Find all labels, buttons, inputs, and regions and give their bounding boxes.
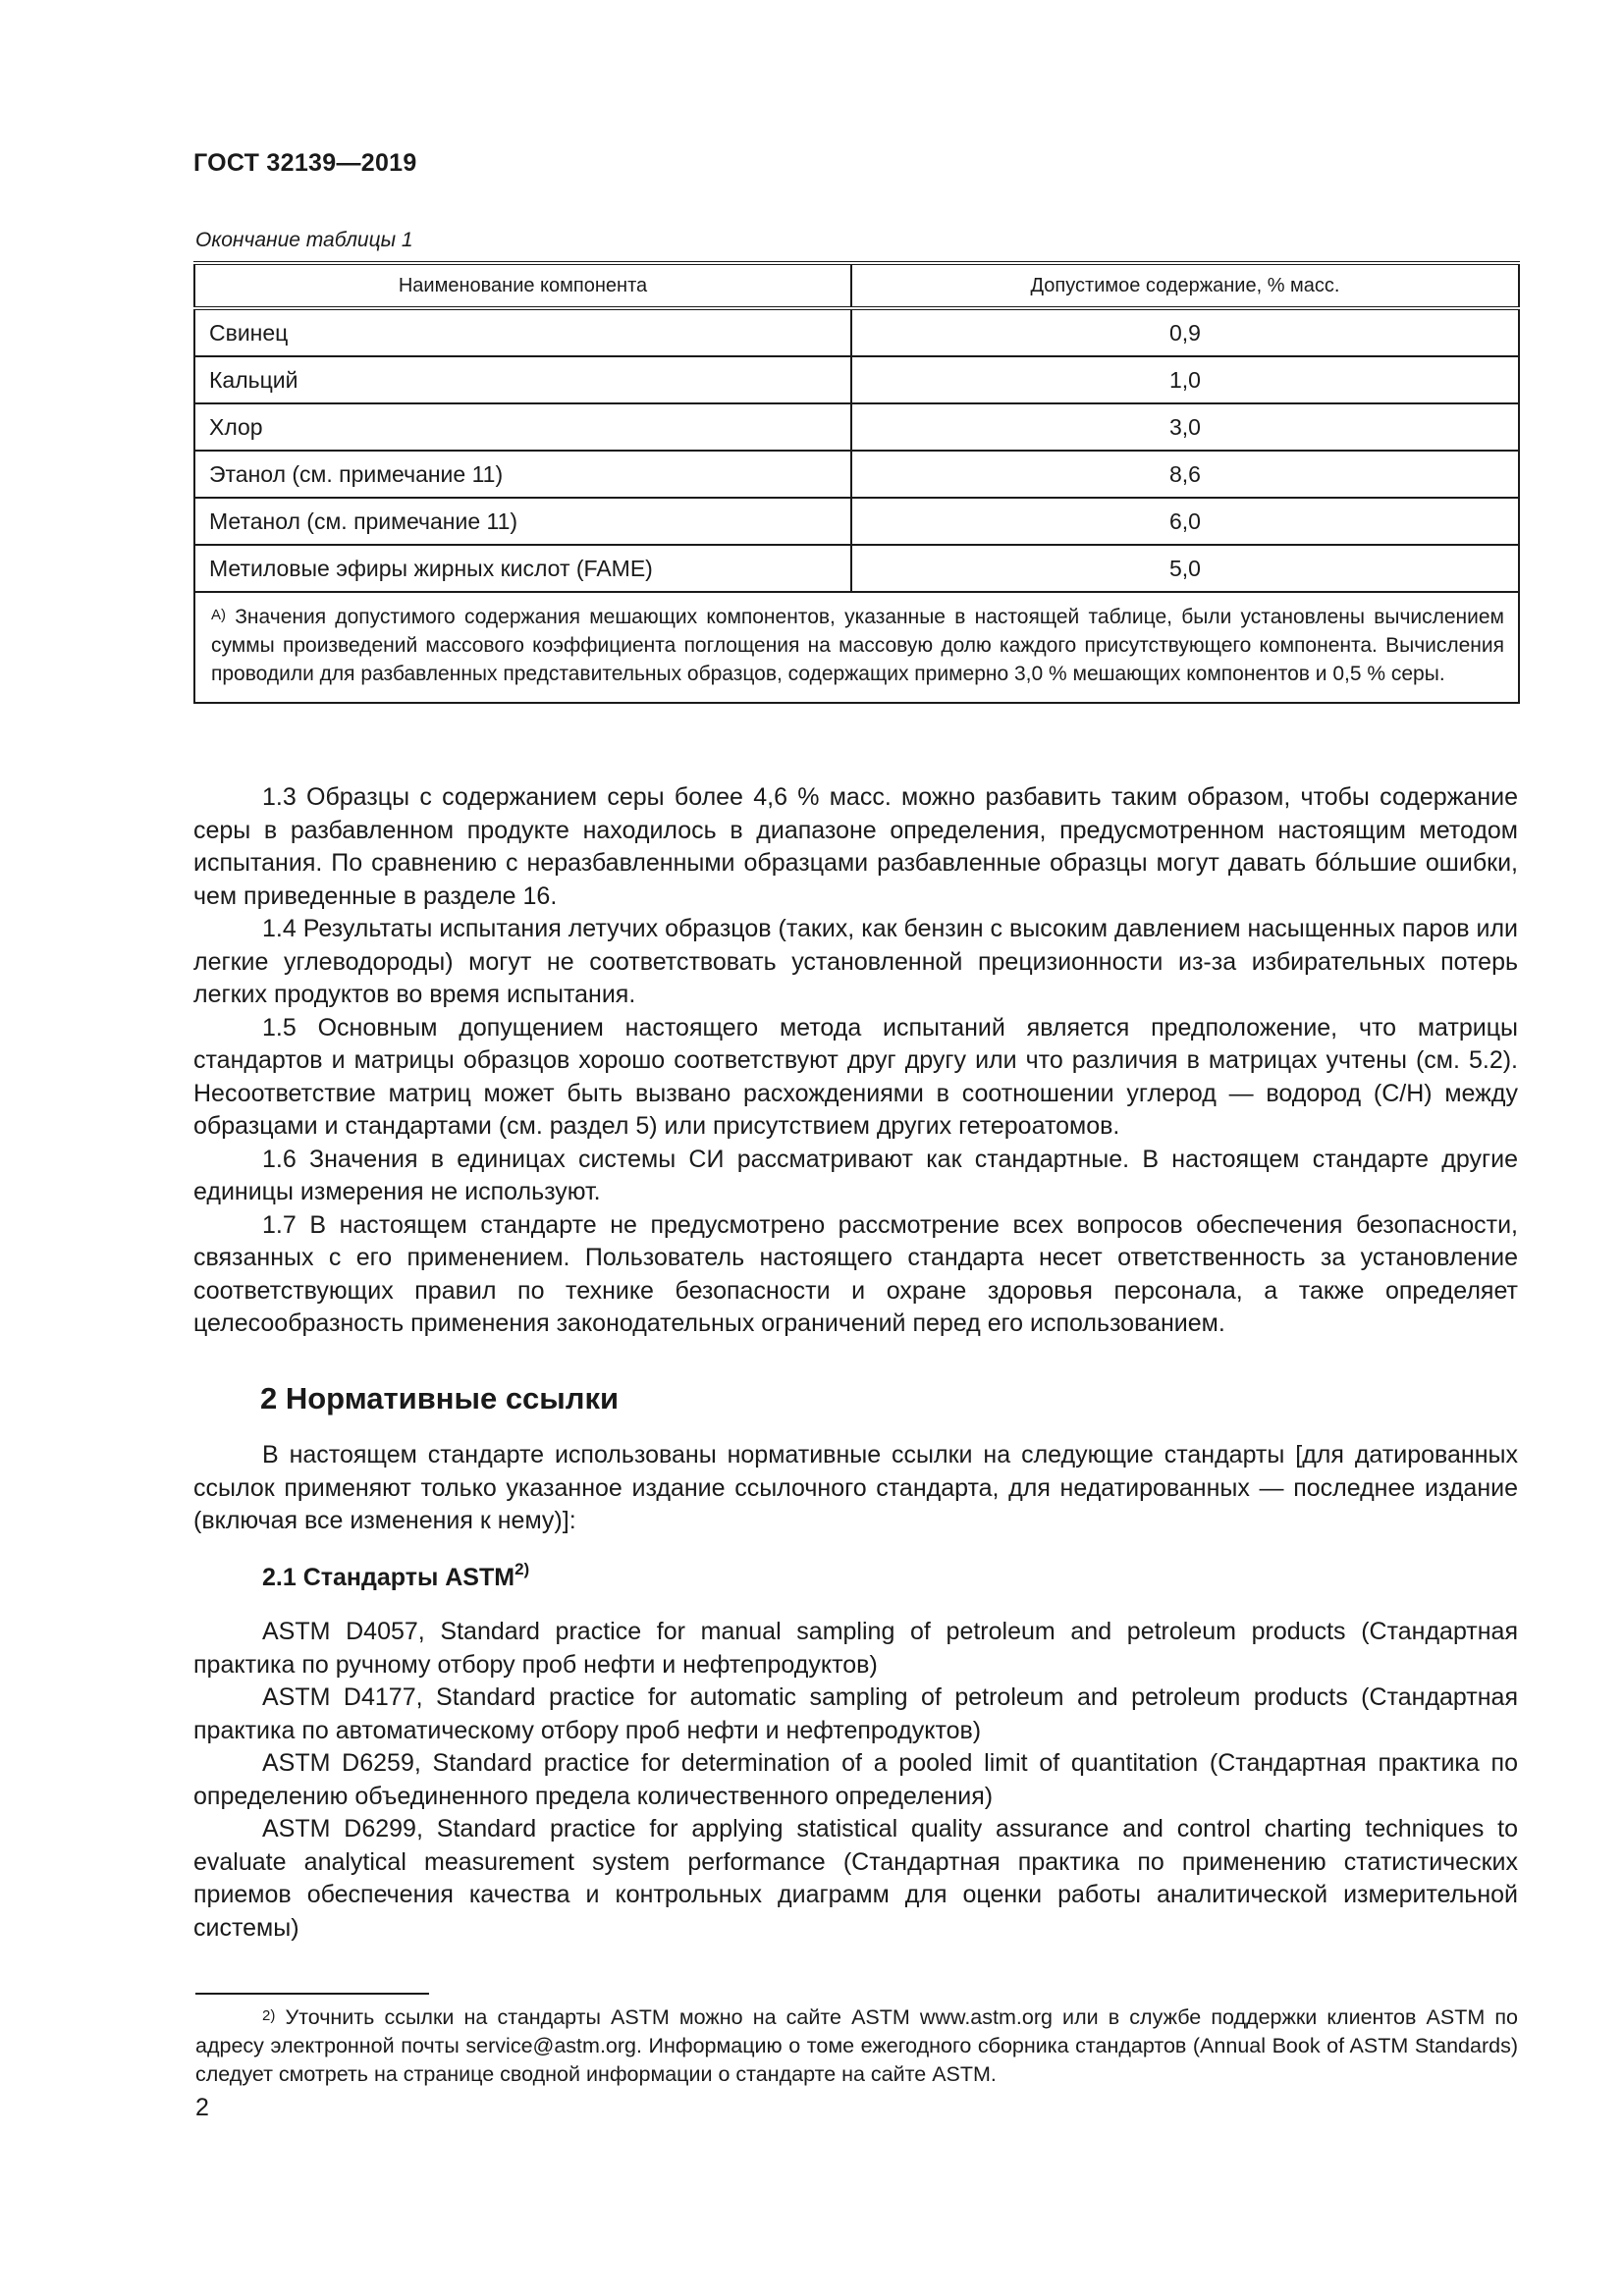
subsection-heading-text: 2.1 Стандарты ASTM	[262, 1564, 515, 1591]
table-note-text: Значения допустимого содержания мешающих компонентов, указанные в настоящей таблице, были установлены вычислением суммы произведений массового коэффициента поглощения на массовую долю каждого присутствующего компонента. Вычисления проводили для разбавленных представительных образцов, содержащих примерно 3,0 % мешающих компонентов и 0,5 % серы.	[211, 606, 1504, 685]
footnote-marker: 2)	[262, 2007, 276, 2024]
component-name: Метиловые эфиры жирных кислот (FAME)	[194, 545, 851, 592]
component-value: 5,0	[851, 545, 1519, 592]
component-value: 6,0	[851, 498, 1519, 545]
footnote-reference: 2)	[514, 1560, 530, 1578]
section-intro-text: В настоящем стандарте использованы нормативные ссылки на следующие стандарты [для датированных ссылок применяют только указанное издание ссылочного стандарта, для недатированных — последнее издание (включая все изменения к нему)]:	[193, 1441, 1518, 1534]
table-row	[194, 356, 1519, 403]
table-note-row	[194, 592, 1519, 703]
column-header-content: Допустимое содержание, % масс.	[851, 263, 1519, 308]
table-header-row	[194, 263, 1519, 308]
page-number: 2	[195, 2094, 209, 2121]
reference-item: ASTM D4177, Standard practice for automatic sampling of petroleum and petroleum products (Стандартная практика по автоматическому отбору проб нефти и нефтепродуктов)	[193, 1683, 1518, 1744]
component-value: 1,0	[851, 356, 1519, 403]
component-name: Кальций	[194, 356, 851, 403]
reference-item: ASTM D6299, Standard practice for applying statistical quality assurance and control charting techniques to evaluate analytical measurement system performance (Стандартная практика по применению статистических приемов обеспечения качества и контрольных диаграмм для оценки работы аналитической измерительной системы)	[193, 1815, 1518, 1942]
section-heading: 2 Нормативные ссылки	[260, 1381, 620, 1415]
paragraph-1-6: 1.6 Значения в единицах системы СИ рассматривают как стандартные. В настоящем стандарте другие единицы измерения не используют.	[193, 1145, 1518, 1205]
paragraph-1-7: 1.7 В настоящем стандарте не предусмотрено рассмотрение всех вопросов обеспечения безопасности, связанных с его применением. Пользователь настоящего стандарта несет ответственность за установление соответствующих правил по технике безопасности и охране здоровья персонала, а также определяет целесообразность применения законодательных ограничений перед его использованием.	[193, 1210, 1518, 1337]
component-value: 3,0	[851, 403, 1519, 451]
component-name: Хлор	[194, 403, 851, 451]
components-table	[193, 261, 1520, 704]
paragraph-1-3: 1.3 Образцы с содержанием серы более 4,6 % масс. можно разбавить таким образом, чтобы содержание серы в разбавленном продукте находилось в диапазоне определения, предусмотренном настоящим методом испытания. По сравнению с неразбавленными образцами разбавленные образцы могут давать бóльшие ошибки, чем приведенные в разделе 16.	[193, 783, 1518, 910]
reference-item: ASTM D6259, Standard practice for determination of a pooled limit of quantitation (Стандартная практика по определению объединенного предела количественного определения)	[193, 1749, 1518, 1810]
footnote	[195, 2003, 1518, 2089]
astm-references	[193, 1616, 1518, 1945]
table-row	[194, 498, 1519, 545]
table-caption: Окончание таблицы 1	[195, 229, 413, 251]
component-value: 8,6	[851, 451, 1519, 498]
scope-paragraphs	[193, 781, 1518, 1341]
section-intro	[193, 1439, 1518, 1538]
table-note	[194, 592, 1519, 703]
component-name: Этанол (см. примечание 11)	[194, 451, 851, 498]
paragraph-1-5: 1.5 Основным допущением настоящего метода испытаний является предположение, что матрицы стандартов и матрицы образцов хорошо соответствуют друг другу или что различия в матрицах учтены (см. 5.2). Несоответствие матриц может быть вызвано расхождениями в соотношении углерод — водород (С/Н) между образцами и стандартами (см. раздел 5) или присутствием других гетероатомов.	[193, 1013, 1518, 1140]
component-name: Метанол (см. примечание 11)	[194, 498, 851, 545]
subsection-heading	[262, 1560, 530, 1592]
table-note-marker: А)	[211, 607, 226, 623]
table-row	[194, 403, 1519, 451]
table-row	[194, 308, 1519, 356]
column-header-name: Наименование компонента	[194, 263, 851, 308]
document-header: ГОСТ 32139—2019	[193, 149, 417, 177]
reference-item: ASTM D4057, Standard practice for manual sampling of petroleum and petroleum products (Стандартная практика по ручному отбору проб нефти и нефтепродуктов)	[193, 1618, 1518, 1679]
table-row	[194, 545, 1519, 592]
footnote-text: Уточнить ссылки на стандарты ASTM можно на сайте ASTM www.astm.org или в службе поддержки клиентов ASTM по адресу электронной почты service@astm.org. Информацию о томе ежегодного сборника стандартов (Annual Book of ASTM Standards) следует смотреть на странице сводной информации о стандарте на сайте ASTM.	[195, 2005, 1518, 2086]
footnote-divider	[195, 1993, 429, 1995]
component-value: 0,9	[851, 308, 1519, 356]
paragraph-1-4: 1.4 Результаты испытания летучих образцов (таких, как бензин с высоким давлением насыщенных паров или легкие углеводороды) могут не соответствовать установленной прецизионности из-за избирательных потерь легких продуктов во время испытания.	[193, 915, 1518, 1008]
table-row	[194, 451, 1519, 498]
component-name: Свинец	[194, 308, 851, 356]
